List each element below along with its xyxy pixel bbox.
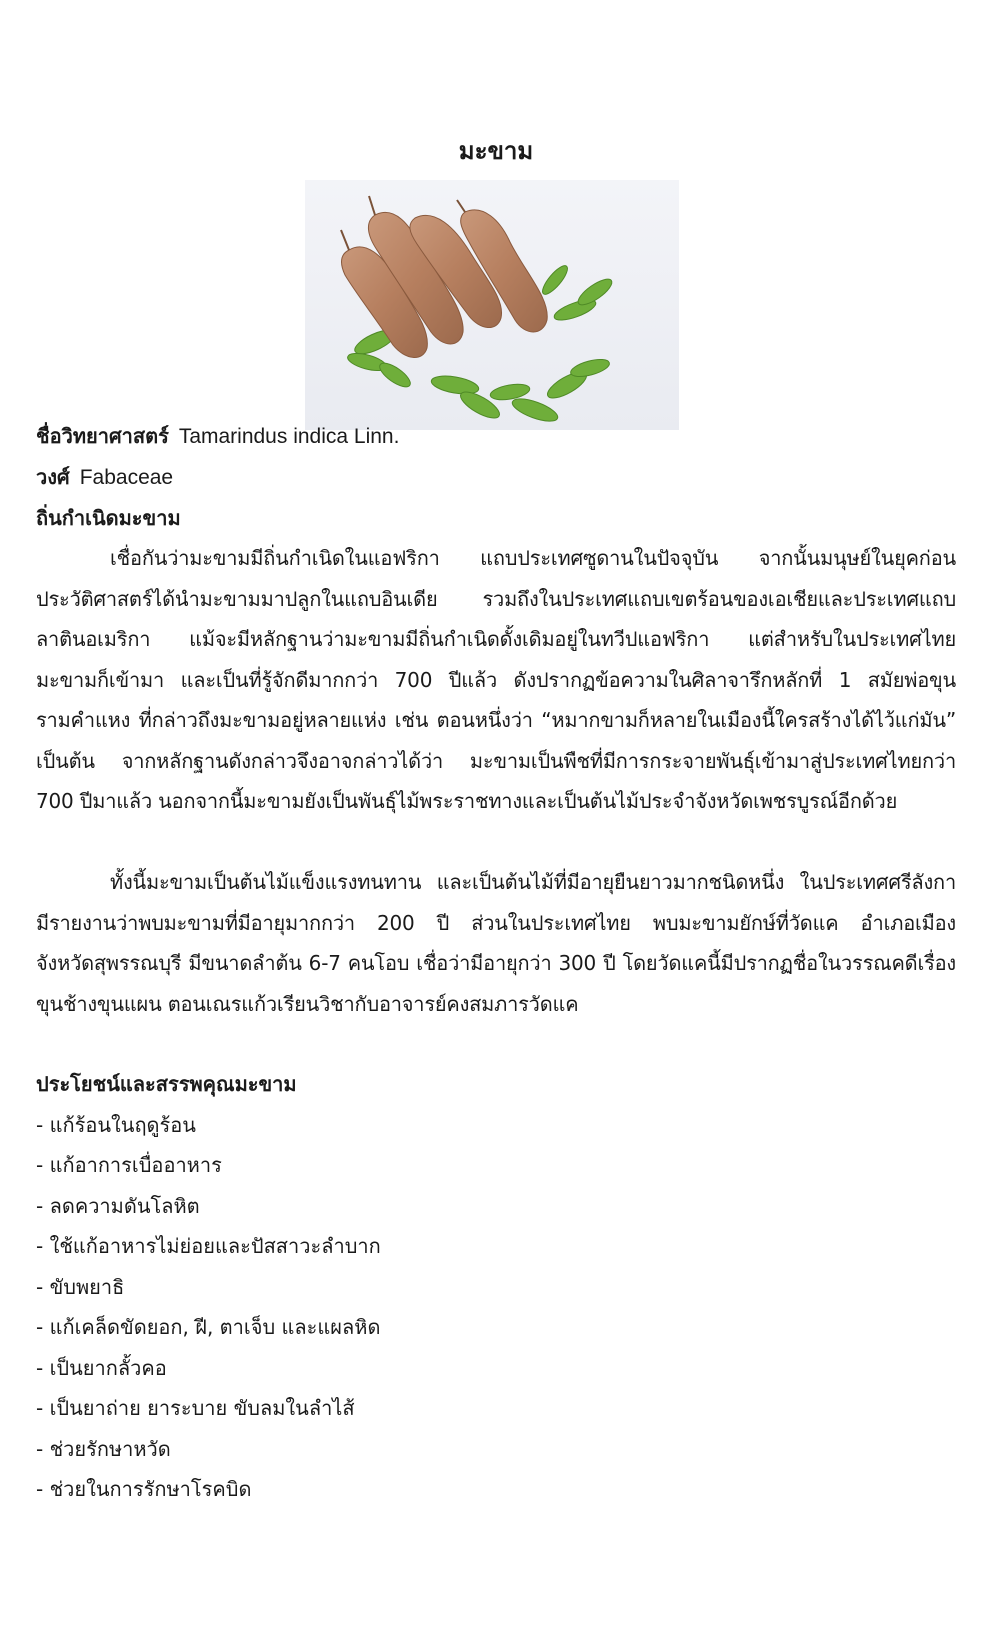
page-title: มะขาม xyxy=(458,137,534,165)
paragraph-line: เชื่อกันว่ามะขามมีถิ่นกำเนิดในแอฟริกา แถบประเทศซูดานในปัจจุบัน จากนั้นมนุษย์ในยุคก่อน xyxy=(110,546,956,570)
benefit-item: - เป็นยาถ่าย ยาระบาย ขับลมในลำไส้ xyxy=(36,1396,355,1420)
paragraph-line: ลาตินอเมริกา แม้จะมีหลักฐานว่ามะขามมีถิ่นกำเนิดดั้งเดิมอยู่ในทวีปแอฟริกา แต่สำหรับในประเทศไทย xyxy=(36,627,956,651)
tamarind-illustration xyxy=(305,180,679,430)
paragraph-line: ทั้งนี้มะขามเป็นต้นไม้แข็งแรงทนทาน และเป็นต้นไม้ที่มีอายุยืนยาวมากชนิดหนึ่ง ในประเทศศรีลังกา xyxy=(110,870,956,894)
benefit-item: - แก้ร้อนในฤดูร้อน xyxy=(36,1113,196,1137)
benefit-item: - ใช้แก้อาหารไม่ย่อยและปัสสาวะลำบาก xyxy=(36,1234,381,1258)
paragraph-line: ประวัติศาสตร์ได้นำมะขามมาปลูกในแถบอินเดีย รวมถึงในประเทศแถบเขตร้อนของเอเชียและประเทศแถบ xyxy=(36,587,956,611)
scientific-name-label: ชื่อวิทยาศาสตร์ xyxy=(36,424,169,448)
paragraph-line: รามคำแหง ที่กล่าวถึงมะขามอยู่หลายแห่ง เช่น ตอนหนึ่งว่า “หมากขามก็หลายในเมืองนี้ใครสร้างได้ไว้แก่มัน” xyxy=(36,708,956,732)
paragraph-line: มะขามก็เข้ามา และเป็นที่รู้จักดีมากกว่า 700 ปีแล้ว ดังปรากฏข้อความในศิลาจารึกหลักที่ 1 สมัยพ่อขุน xyxy=(36,668,956,692)
scientific-name-row xyxy=(36,418,956,455)
origin-heading: ถิ่นกำเนิดมะขาม xyxy=(36,506,181,530)
paragraph-line: เป็นต้น จากหลักฐานดังกล่าวจึงอาจกล่าวได้ว่า มะขามเป็นพืชที่มีการกระจายพันธุ์เข้ามาสู่ประเทศไทยกว่า xyxy=(36,749,956,773)
family-row xyxy=(36,459,956,496)
benefit-item: - ช่วยรักษาหวัด xyxy=(36,1437,171,1461)
benefit-item: - แก้อาการเบื่ออาหาร xyxy=(36,1153,222,1177)
family-value: Fabaceae xyxy=(79,466,174,489)
paragraph-line: ขุนช้างขุนแผน ตอนเณรแก้วเรียนวิชากับอาจารย์คงสมภารวัดแค xyxy=(36,992,579,1016)
benefit-item: - ช่วยในการรักษาโรคบิด xyxy=(36,1477,252,1501)
paragraph-line: มีรายงานว่าพบมะขามที่มีอายุมากกว่า 200 ปี ส่วนในประเทศไทย พบมะขามยักษ์ที่วัดแค อำเภอเมือง xyxy=(36,911,956,935)
benefits-heading: ประโยชน์และสรรพคุณมะขาม xyxy=(36,1072,297,1096)
family-label: วงศ์ xyxy=(36,465,70,489)
benefit-item: - ขับพยาธิ xyxy=(36,1275,125,1299)
scientific-name-value: Tamarindus indica Linn. xyxy=(178,425,400,448)
tamarind-photo xyxy=(305,180,679,430)
paragraph-line: 700 ปีมาแล้ว นอกจากนี้มะขามยังเป็นพันธุ์ไม้พระราชทางและเป็นต้นไม้ประจำจังหวัดเพชรบูรณ์อีกด้วย xyxy=(36,789,898,813)
benefit-item: - ลดความดันโลหิต xyxy=(36,1194,200,1218)
paragraph-line: จังหวัดสุพรรณบุรี มีขนาดลำต้น 6-7 คนโอบ เชื่อว่ามีอายุกว่า 300 ปี โดยวัดแคนี้มีปรากฏชื่อในวรรณคดีเรื่อง xyxy=(36,951,956,975)
benefit-item: - เป็นยากลั้วคอ xyxy=(36,1356,167,1380)
benefit-item: - แก้เคล็ดขัดยอก, ฝี, ตาเจ็บ และแผลหิด xyxy=(36,1315,381,1339)
